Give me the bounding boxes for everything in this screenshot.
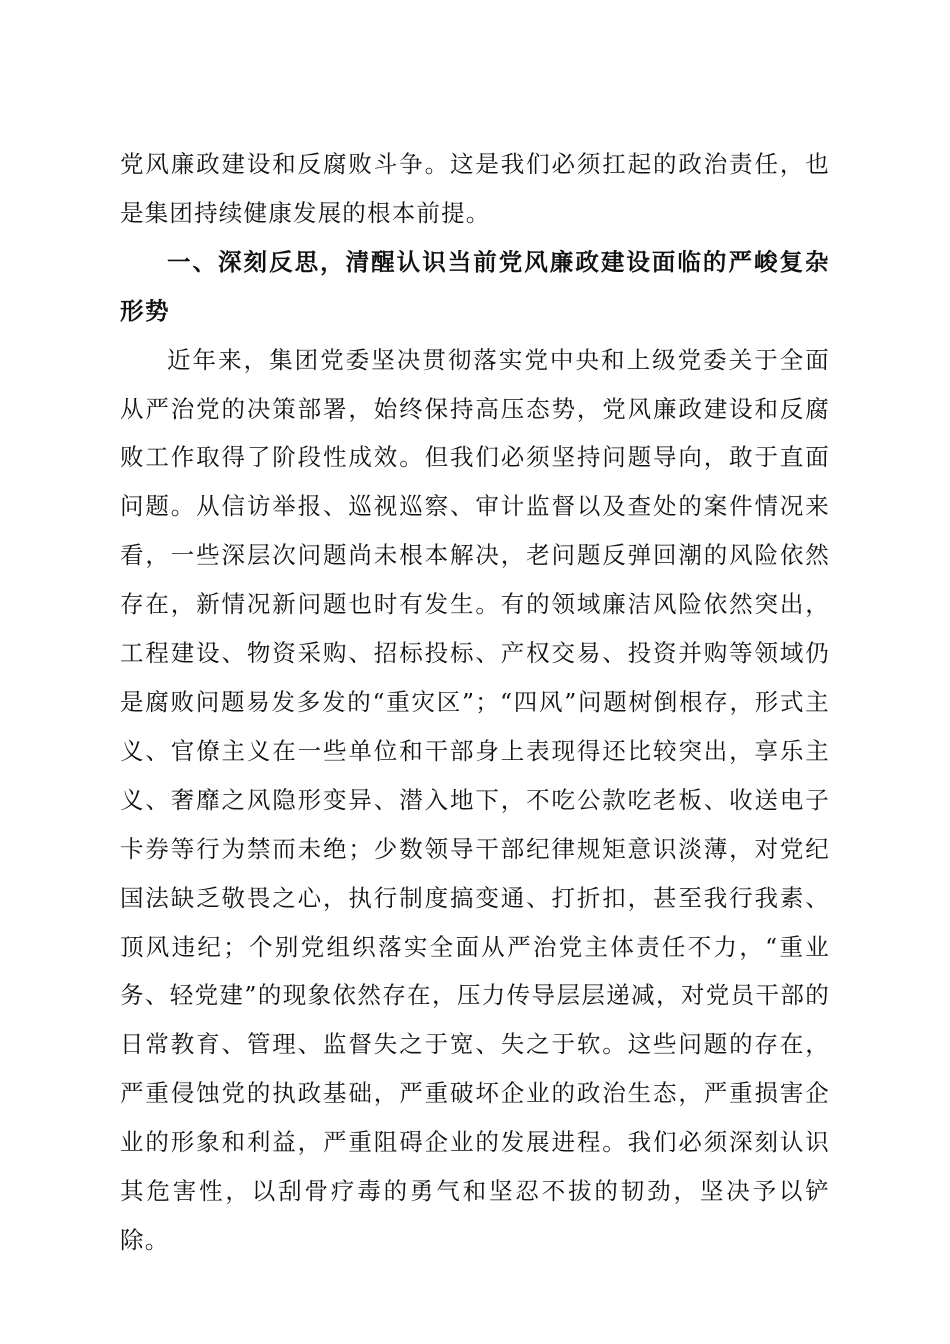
intro-continuation-paragraph: 党风廉政建设和反腐败斗争。这是我们必须扛起的政治责任，也是集团持续健康发展的根本前提。 [120,150,830,227]
document-body [120,140,830,1265]
section-heading: 一、深刻反思，清醒认识当前党风廉政建设面临的严峻复杂形势 [120,247,830,325]
section-body-paragraph: 近年来，集团党委坚决贯彻落实党中央和上级党委关于全面从严治党的决策部署，始终保持高压态势，党风廉政建设和反腐败工作取得了阶段性成效。但我们必须坚持问题导向，敢于直面问题。从信访举报、巡视巡察、审计监督以及查处的案件情况来看，一些深层次问题尚未根本解决，老问题反弹回潮的风险依然存在，新情况新问题也时有发生。有的领域廉洁风险依然突出，工程建设、物资采购、招标投标、产权交易、投资并购等领域仍是腐败问题易发多发的“重灾区”；“四风”问题树倒根存，形式主义、官僚主义在一些单位和干部身上表现得还比较突出，享乐主义、奢靡之风隐形变异、潜入地下，不吃公款吃老板、收送电子卡券等行为禁而未绝；少数领导干部纪律规矩意识淡薄，对党纪国法缺乏敬畏之心，执行制度搞变通、打折扣，甚至我行我素、顶风违纪；个别党组织落实全面从严治党主体责任不力，“重业务、轻党建”的现象依然存在，压力传导层层递减，对党员干部的日常教育、管理、监督失之于宽、失之于软。这些问题的存在，严重侵蚀党的执政基础，严重破坏企业的政治生态，严重损害企业的形象和利益，严重阻碍企业的发展进程。我们必须深刻认识其危害性，以刮骨疗毒的勇气和坚忍不拔的韧劲，坚决予以铲除。 [120,345,830,1254]
